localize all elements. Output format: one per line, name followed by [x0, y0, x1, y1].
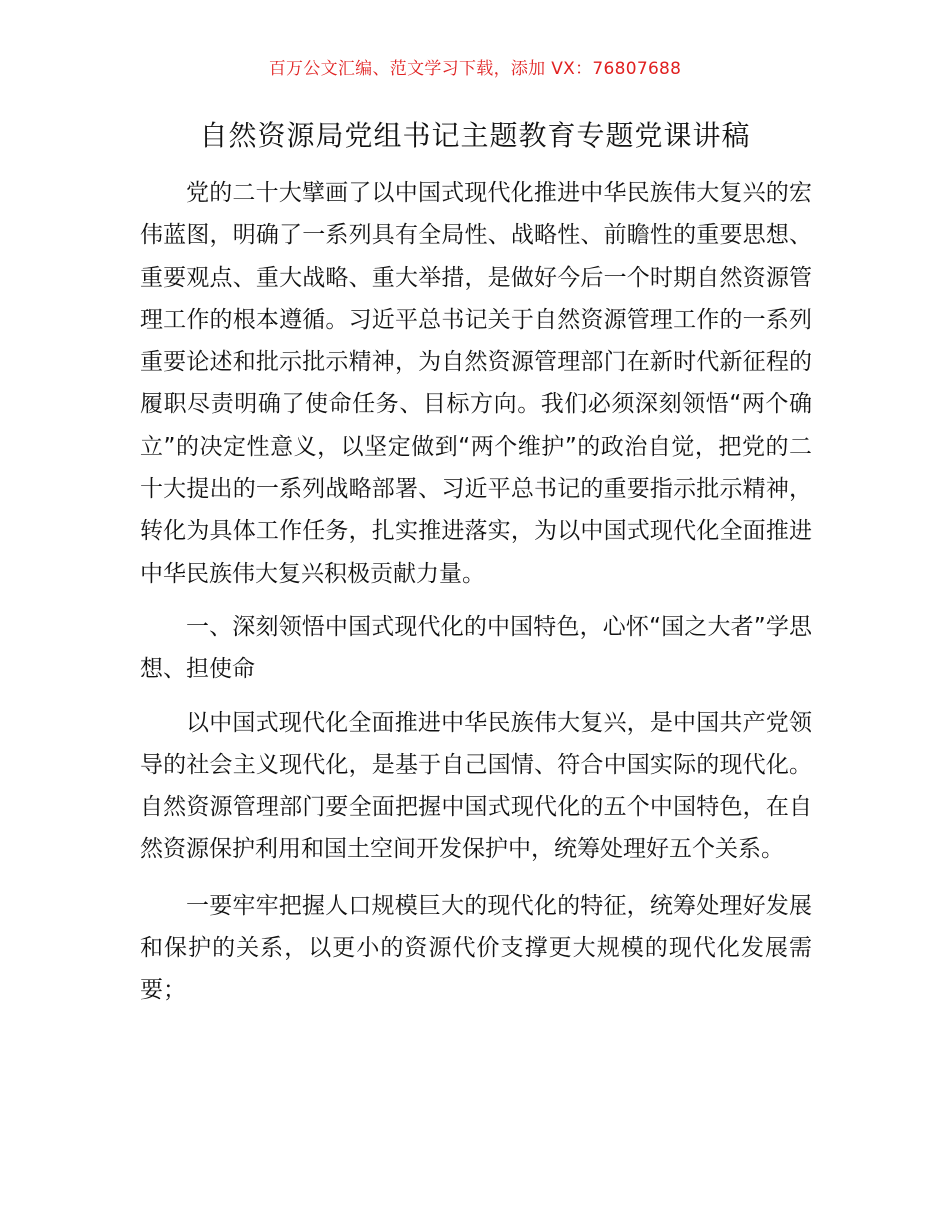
section-heading-1: 一、深刻领悟中国式现代化的中国特色，心怀“国之大者”学思想、担使命 — [140, 613, 812, 683]
watermark-header: 百万公文汇编、范文学习下载，添加 VX：76807688 — [268, 59, 682, 79]
document-body — [140, 172, 812, 1012]
document-title: 自然资源局党组书记主题教育专题党课讲稿 — [199, 119, 751, 152]
paragraph-point-1: 一要牢牢把握人口规模巨大的现代化的特征，统筹处理好发展和保护的关系，以更小的资源代价支撑更大规模的现代化发展需要； — [140, 892, 812, 1004]
paragraph-section-1: 以中国式现代化全面推进中华民族伟大复兴，是中国共产党领导的社会主义现代化，是基于自己国情、符合中国实际的现代化。自然资源管理部门要全面把握中国式现代化的五个中国特色，在自然资源保护利用和国土空间开发保护中，统筹处理好五个关系。 — [140, 709, 812, 863]
paragraph-intro: 党的二十大擘画了以中国式现代化推进中华民族伟大复兴的宏伟蓝图，明确了一系列具有全局性、战略性、前瞻性的重要思想、重要观点、重大战略、重大举措，是做好今后一个时期自然资源管理工作的根本遵循。习近平总书记关于自然资源管理工作的一系列重要论述和批示批示精神，为自然资源管理部门在新时代新征程的履职尽责明确了使命任务、目标方向。我们必须深刻领悟“两个确立”的决定性意义，以坚定做到“两个维护”的政治自觉，把党的二十大提出的一系列战略部署、习近平总书记的重要指示批示精神，转化为具体工作任务，扎实推进落实，为以中国式现代化全面推进中华民族伟大复兴积极贡献力量。 — [140, 180, 812, 587]
